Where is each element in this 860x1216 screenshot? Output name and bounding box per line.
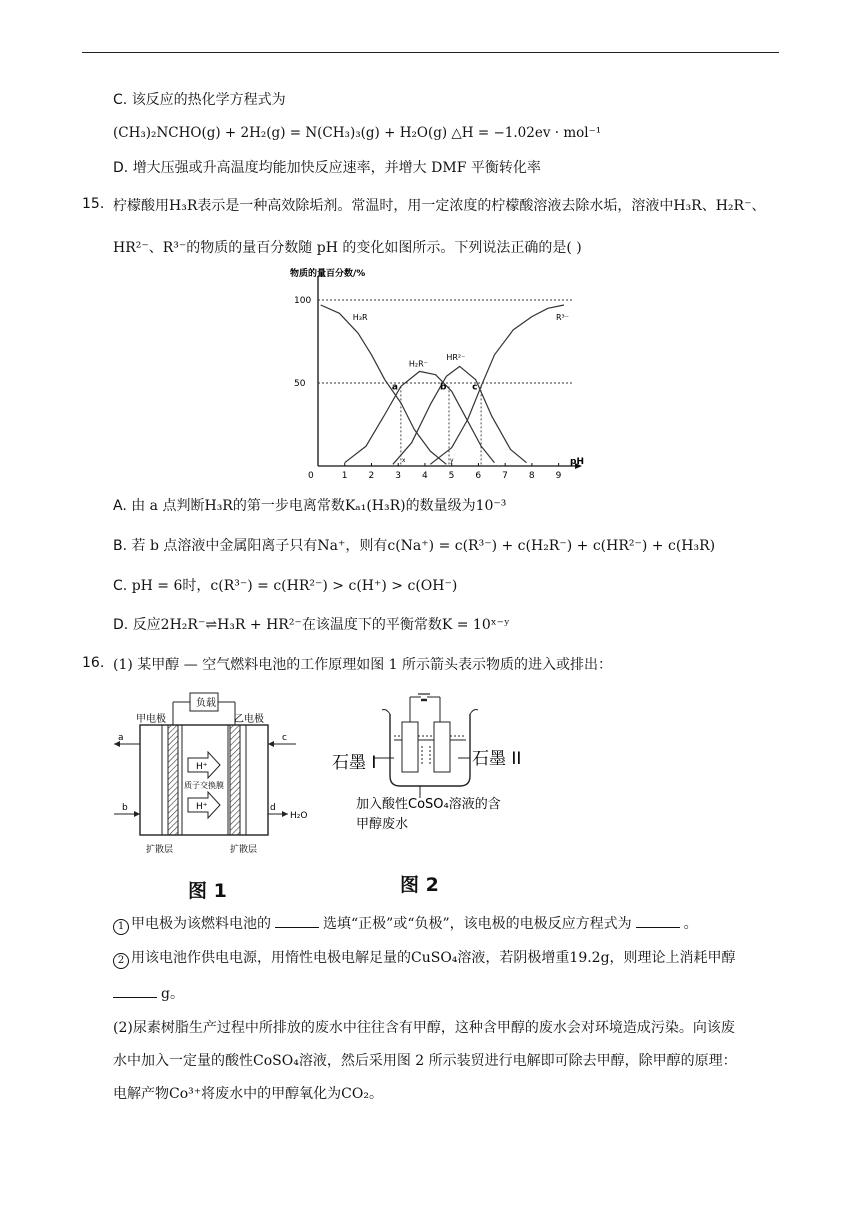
sub1-text-1: 甲电极为该燃料电池的 (131, 916, 271, 932)
x-tick-label: 6 (475, 471, 482, 481)
load-label: 负载 (196, 698, 216, 709)
option-d-line (113, 158, 541, 178)
thermochemical-equation: (CH₃)₂NCHO(g) + 2H₂(g) = N(CH₃)₃(g) + H₂O(g) △H = −1.02ev · mol⁻¹ (113, 125, 602, 141)
series-line-1 (321, 305, 447, 464)
x-tick-label: 3 (395, 471, 401, 481)
option-text: 由 a 点判断H₃R的第一步电离常数Kₐ₁(H₃R)的数量级为10⁻³ (131, 498, 507, 514)
x-tick-label: 2 (368, 471, 375, 481)
point-label: c (472, 382, 478, 393)
series-line-4 (430, 305, 564, 464)
sub2-text-1: 用该电池作供电电源，用惰性电极电解足量的CuSO₄溶液，若阴极增重19.2g，则理论上消耗甲醇 (131, 950, 736, 966)
option-label: C. (113, 578, 128, 594)
part-label: (1) (113, 657, 133, 673)
option-text: 若 b 点溶液中金属阳离子只有Na⁺，则有c(Na⁺) = c(R³⁻) + c(H₂R⁻) + c(HR²⁻) + c(H₃R) (131, 538, 716, 554)
q15-option-c (113, 576, 457, 596)
y-tick-label: 100 (294, 296, 312, 306)
answer-blank-equation[interactable] (636, 913, 680, 928)
fuel-cell-diagram (110, 690, 310, 860)
x-axis-title: pH (570, 457, 584, 467)
q15-option-d (113, 615, 510, 635)
q16-sub2 (113, 948, 736, 969)
port-c-label: c (282, 733, 287, 743)
q16-part2-line3: 电解产物Co³⁺将废水中的甲醇氧化为CO₂。 (113, 1086, 383, 1102)
q15-option-a (113, 496, 506, 516)
port-a-label: a (118, 733, 124, 743)
y-tick-label: 50 (294, 379, 306, 389)
x-tick-label: 8 (528, 471, 535, 481)
point-label: b (440, 382, 447, 393)
figure-1-caption: 图 1 (188, 880, 227, 902)
q15-option-b (113, 536, 715, 556)
option-text: 反应2H₂R⁻⇌H₃R + HR²⁻在该温度下的平衡常数K = 10ˣ⁻ʸ (132, 617, 510, 633)
port-d-label: d (270, 803, 276, 813)
option-text: 该反应的热化学方程式为 (131, 92, 286, 108)
proton-label-top: H⁺ (196, 762, 208, 772)
species-distribution-chart (282, 266, 584, 481)
q16-part1-line (113, 655, 612, 675)
port-b-label: b (122, 803, 128, 813)
part-label: (2) (113, 1020, 133, 1036)
y-axis-title: 物质的量百分数/% (290, 269, 366, 279)
option-text: 增大压强或升高温度均能加快反应速率，并增大 DMF 平衡转化率 (132, 160, 541, 176)
figure-2-caption: 图 2 (400, 874, 439, 896)
proton-label-bottom: H⁺ (196, 802, 208, 812)
part-text: 某甲醇 — 空气燃料电池的工作原理如图 1 所示箭头表示物质的进入或排出： (137, 657, 613, 673)
x-tick-label: 1 (341, 471, 348, 481)
question-number-15: 15. (82, 196, 105, 212)
option-label: C. (113, 92, 128, 108)
tick-marker-y: y (450, 457, 454, 464)
solution-label-line2: 甲醇废水 (356, 817, 409, 832)
membrane-label: 质子交换膜 (184, 781, 224, 790)
option-label: D. (113, 160, 129, 176)
q15-stem-line1: 柠檬酸用H₃R表示是一种高效除垢剂。常温时，用一定浓度的柠檬酸溶液去除水垢，溶液中H₃R、H₂R⁻、 (113, 198, 766, 214)
x-tick-label: 0 (308, 471, 314, 481)
option-label: B. (113, 538, 128, 554)
part-text: 尿素树脂生产过程中所排放的废水中往往含有甲醇，这种含甲醇的废水会对环境造成污染。向该废 (132, 1020, 735, 1036)
electrolysis-diagram (330, 686, 540, 862)
diffusion-layer-right: 扩散层 (230, 845, 258, 855)
left-electrode-label: 甲电极 (136, 714, 166, 725)
option-label: A. (113, 498, 127, 514)
header-rule (82, 52, 779, 53)
solution-label-line1: 加入酸性CoSO₄溶液的含 (356, 797, 501, 812)
circled-number-1: 1 (113, 919, 129, 935)
series-label: HR²⁻ (446, 352, 466, 362)
water-label: H₂O (290, 811, 308, 821)
sub1-text-3: 。 (683, 916, 698, 932)
series-label: R³⁻ (555, 312, 569, 322)
q16-sub2-answer (113, 983, 184, 1004)
tick-marker-x: x (401, 457, 406, 464)
point-label: a (391, 382, 398, 393)
series-label: H₃R (352, 312, 368, 322)
sub2-text-2: g。 (161, 986, 184, 1002)
diffusion-layer-left: 扩散层 (146, 845, 174, 855)
x-tick-label: 5 (448, 471, 455, 481)
series-label: H₂R⁻ (408, 359, 428, 369)
q16-part2-line1 (113, 1018, 735, 1038)
graphite-2-label: 石墨 II (472, 749, 522, 769)
answer-blank-polarity[interactable] (275, 913, 319, 928)
sub1-text-2: 选填“正极”或“负极”，该电极的电极反应方程式为 (323, 916, 632, 932)
x-tick-label: 7 (502, 471, 508, 481)
graphite-1-label: 石墨 I (332, 753, 377, 773)
answer-blank-methanol-mass[interactable] (113, 983, 157, 998)
circled-number-2: 2 (113, 953, 129, 969)
x-tick-label: 4 (421, 471, 428, 481)
q16-sub1 (113, 913, 698, 935)
option-text: pH = 6时，c(R³⁻) = c(HR²⁻) > c(H⁺) > c(OH⁻) (131, 578, 458, 594)
x-tick-label: 9 (555, 471, 562, 481)
q15-stem-line2: HR²⁻、R³⁻的物质的量百分数随 pH 的变化如图所示。下列说法正确的是( ) (113, 240, 582, 256)
right-electrode-label: 乙电极 (234, 714, 264, 725)
question-number-16: 16. (82, 655, 105, 671)
q16-part2-line2: 水中加入一定量的酸性CoSO₄溶液，然后采用图 2 所示装贸进行电解即可除去甲醇，除甲醇的原理： (113, 1053, 737, 1069)
option-c-line (113, 90, 286, 110)
option-label: D. (113, 617, 129, 633)
series-line-3 (393, 366, 527, 464)
